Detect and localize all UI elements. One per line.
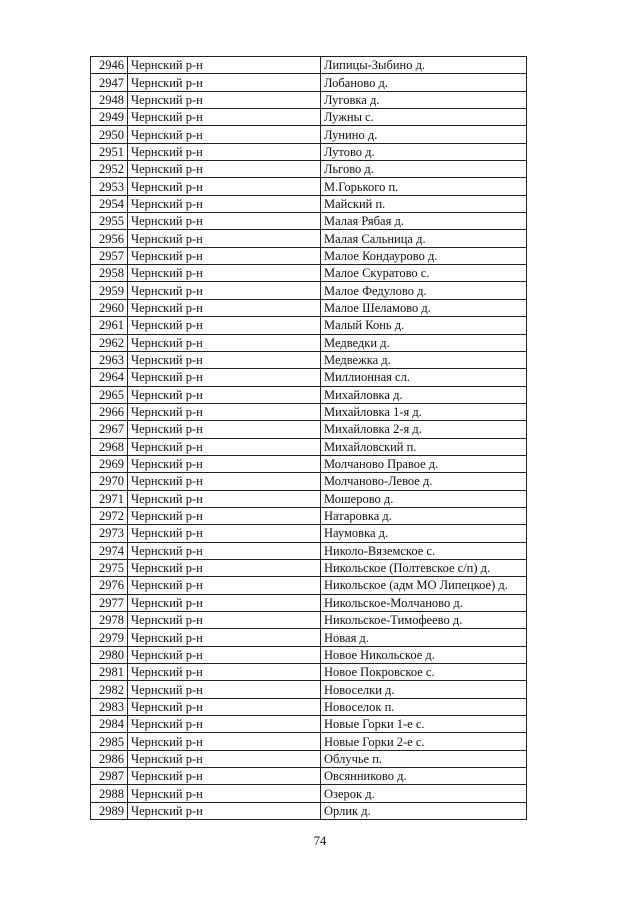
- district-cell: Чернский р-н: [128, 195, 321, 212]
- settlement-cell: Луговка д.: [321, 91, 527, 108]
- settlement-cell: Лужны с.: [321, 109, 527, 126]
- table-row: [91, 594, 527, 611]
- table-row: [91, 698, 527, 715]
- row-number-cell: 2955: [91, 213, 128, 230]
- settlement-cell: Лутово д.: [321, 143, 527, 160]
- district-cell: Чернский р-н: [128, 265, 321, 282]
- settlement-cell: Михайловка 2-я д.: [321, 421, 527, 438]
- row-number-cell: 2946: [91, 57, 128, 74]
- district-cell: Чернский р-н: [128, 334, 321, 351]
- settlement-cell: Орлик д.: [321, 802, 527, 819]
- table-row: [91, 629, 527, 646]
- table-row: [91, 57, 527, 74]
- table-row: [91, 161, 527, 178]
- row-number-cell: 2961: [91, 317, 128, 334]
- row-number-cell: 2960: [91, 299, 128, 316]
- row-number-cell: 2956: [91, 230, 128, 247]
- settlement-cell: М.Горького п.: [321, 178, 527, 195]
- table-row: [91, 716, 527, 733]
- district-cell: Чернский р-н: [128, 542, 321, 559]
- settlement-cell: Мошерово д.: [321, 490, 527, 507]
- district-cell: Чернский р-н: [128, 74, 321, 91]
- district-cell: Чернский р-н: [128, 421, 321, 438]
- district-cell: Чернский р-н: [128, 247, 321, 264]
- row-number-cell: 2982: [91, 681, 128, 698]
- row-number-cell: 2981: [91, 664, 128, 681]
- table-row: [91, 473, 527, 490]
- district-cell: Чернский р-н: [128, 178, 321, 195]
- settlement-cell: Лобаново д.: [321, 74, 527, 91]
- table-row: [91, 768, 527, 785]
- row-number-cell: 2977: [91, 594, 128, 611]
- district-cell: Чернский р-н: [128, 490, 321, 507]
- settlement-cell: Натаровка д.: [321, 507, 527, 524]
- row-number-cell: 2983: [91, 698, 128, 715]
- row-number-cell: 2970: [91, 473, 128, 490]
- district-cell: Чернский р-н: [128, 629, 321, 646]
- row-number-cell: 2988: [91, 785, 128, 802]
- settlement-cell: Новоселки д.: [321, 681, 527, 698]
- table-row: [91, 351, 527, 368]
- settlement-cell: Миллионная сл.: [321, 369, 527, 386]
- table-row: [91, 317, 527, 334]
- settlement-cell: Новоселок п.: [321, 698, 527, 715]
- settlement-cell: Никольское-Тимофеево д.: [321, 612, 527, 629]
- table-row: [91, 109, 527, 126]
- district-cell: Чернский р-н: [128, 386, 321, 403]
- row-number-cell: 2964: [91, 369, 128, 386]
- district-cell: Чернский р-н: [128, 507, 321, 524]
- district-cell: Чернский р-н: [128, 438, 321, 455]
- table-row: [91, 265, 527, 282]
- settlements-table: [90, 56, 527, 820]
- settlement-cell: Малое Шеламово д.: [321, 299, 527, 316]
- district-cell: Чернский р-н: [128, 213, 321, 230]
- settlement-cell: Облучье п.: [321, 750, 527, 767]
- district-cell: Чернский р-н: [128, 126, 321, 143]
- district-cell: Чернский р-н: [128, 299, 321, 316]
- settlement-cell: Никольское (Полтевское с/п) д.: [321, 559, 527, 576]
- district-cell: Чернский р-н: [128, 473, 321, 490]
- settlement-cell: Николо-Вяземское с.: [321, 542, 527, 559]
- row-number-cell: 2952: [91, 161, 128, 178]
- settlement-cell: Малый Конь д.: [321, 317, 527, 334]
- district-cell: Чернский р-н: [128, 282, 321, 299]
- row-number-cell: 2947: [91, 74, 128, 91]
- page-number: 74: [313, 834, 327, 848]
- district-cell: Чернский р-н: [128, 664, 321, 681]
- table-row: [91, 247, 527, 264]
- table-row: [91, 646, 527, 663]
- row-number-cell: 2974: [91, 542, 128, 559]
- table-row: [91, 681, 527, 698]
- table-row: [91, 664, 527, 681]
- settlement-cell: Никольское (адм МО Липецкое) д.: [321, 577, 527, 594]
- settlement-cell: Малое Федулово д.: [321, 282, 527, 299]
- district-cell: Чернский р-н: [128, 351, 321, 368]
- settlement-cell: Майский п.: [321, 195, 527, 212]
- district-cell: Чернский р-н: [128, 161, 321, 178]
- district-cell: Чернский р-н: [128, 317, 321, 334]
- row-number-cell: 2971: [91, 490, 128, 507]
- district-cell: Чернский р-н: [128, 750, 321, 767]
- row-number-cell: 2966: [91, 403, 128, 420]
- settlement-cell: Новая д.: [321, 629, 527, 646]
- settlement-cell: Лунино д.: [321, 126, 527, 143]
- settlement-cell: Липицы-Зыбино д.: [321, 57, 527, 74]
- row-number-cell: 2987: [91, 768, 128, 785]
- district-cell: Чернский р-н: [128, 559, 321, 576]
- settlement-cell: Наумовка д.: [321, 525, 527, 542]
- table-row: [91, 542, 527, 559]
- district-cell: Чернский р-н: [128, 525, 321, 542]
- row-number-cell: 2963: [91, 351, 128, 368]
- table-row: [91, 750, 527, 767]
- table-row: [91, 126, 527, 143]
- settlement-cell: Новое Покровское с.: [321, 664, 527, 681]
- district-cell: Чернский р-н: [128, 698, 321, 715]
- settlements-table-body: [91, 57, 527, 820]
- district-cell: Чернский р-н: [128, 403, 321, 420]
- table-row: [91, 559, 527, 576]
- settlement-cell: Льгово д.: [321, 161, 527, 178]
- row-number-cell: 2954: [91, 195, 128, 212]
- settlement-cell: Новое Никольское д.: [321, 646, 527, 663]
- settlement-cell: Новые Горки 1-е с.: [321, 716, 527, 733]
- table-row: [91, 386, 527, 403]
- row-number-cell: 2949: [91, 109, 128, 126]
- district-cell: Чернский р-н: [128, 91, 321, 108]
- row-number-cell: 2968: [91, 438, 128, 455]
- table-row: [91, 403, 527, 420]
- table-row: [91, 230, 527, 247]
- settlement-cell: Молчаново-Левое д.: [321, 473, 527, 490]
- district-cell: Чернский р-н: [128, 455, 321, 472]
- row-number-cell: 2980: [91, 646, 128, 663]
- row-number-cell: 2973: [91, 525, 128, 542]
- district-cell: Чернский р-н: [128, 369, 321, 386]
- settlement-cell: Овсянниково д.: [321, 768, 527, 785]
- table-row: [91, 91, 527, 108]
- table-row: [91, 74, 527, 91]
- row-number-cell: 2969: [91, 455, 128, 472]
- row-number-cell: 2984: [91, 716, 128, 733]
- row-number-cell: 2972: [91, 507, 128, 524]
- settlement-cell: Озерок д.: [321, 785, 527, 802]
- table-row: [91, 507, 527, 524]
- row-number-cell: 2989: [91, 802, 128, 819]
- table-row: [91, 455, 527, 472]
- row-number-cell: 2950: [91, 126, 128, 143]
- row-number-cell: 2965: [91, 386, 128, 403]
- row-number-cell: 2975: [91, 559, 128, 576]
- district-cell: Чернский р-н: [128, 57, 321, 74]
- table-row: [91, 490, 527, 507]
- district-cell: Чернский р-н: [128, 716, 321, 733]
- table-row: [91, 438, 527, 455]
- table-row: [91, 733, 527, 750]
- district-cell: Чернский р-н: [128, 646, 321, 663]
- row-number-cell: 2985: [91, 733, 128, 750]
- district-cell: Чернский р-н: [128, 612, 321, 629]
- district-cell: Чернский р-н: [128, 230, 321, 247]
- table-row: [91, 369, 527, 386]
- table-row: [91, 282, 527, 299]
- settlement-cell: Медвежка д.: [321, 351, 527, 368]
- row-number-cell: 2978: [91, 612, 128, 629]
- district-cell: Чернский р-н: [128, 594, 321, 611]
- settlement-cell: Малое Кондаурово д.: [321, 247, 527, 264]
- table-row: [91, 525, 527, 542]
- row-number-cell: 2948: [91, 91, 128, 108]
- district-cell: Чернский р-н: [128, 109, 321, 126]
- row-number-cell: 2979: [91, 629, 128, 646]
- row-number-cell: 2957: [91, 247, 128, 264]
- row-number-cell: 2953: [91, 178, 128, 195]
- settlement-cell: Малая Сальница д.: [321, 230, 527, 247]
- table-row: [91, 143, 527, 160]
- district-cell: Чернский р-н: [128, 768, 321, 785]
- settlement-cell: Никольское-Молчаново д.: [321, 594, 527, 611]
- district-cell: Чернский р-н: [128, 577, 321, 594]
- row-number-cell: 2959: [91, 282, 128, 299]
- table-row: [91, 195, 527, 212]
- settlement-cell: Медведки д.: [321, 334, 527, 351]
- table-row: [91, 334, 527, 351]
- row-number-cell: 2958: [91, 265, 128, 282]
- settlement-cell: Малая Рябая д.: [321, 213, 527, 230]
- settlement-cell: Михайловка д.: [321, 386, 527, 403]
- district-cell: Чернский р-н: [128, 785, 321, 802]
- row-number-cell: 2962: [91, 334, 128, 351]
- settlement-cell: Михайловка 1-я д.: [321, 403, 527, 420]
- district-cell: Чернский р-н: [128, 802, 321, 819]
- table-row: [91, 178, 527, 195]
- settlement-cell: Новые Горки 2-е с.: [321, 733, 527, 750]
- district-cell: Чернский р-н: [128, 681, 321, 698]
- settlement-cell: Михайловский п.: [321, 438, 527, 455]
- table-row: [91, 421, 527, 438]
- settlement-cell: Молчаново Правое д.: [321, 455, 527, 472]
- settlement-cell: Малое Скуратово с.: [321, 265, 527, 282]
- table-row: [91, 213, 527, 230]
- district-cell: Чернский р-н: [128, 143, 321, 160]
- table-row: [91, 299, 527, 316]
- row-number-cell: 2976: [91, 577, 128, 594]
- table-row: [91, 785, 527, 802]
- district-cell: Чернский р-н: [128, 733, 321, 750]
- table-row: [91, 612, 527, 629]
- row-number-cell: 2967: [91, 421, 128, 438]
- table-row: [91, 577, 527, 594]
- table-row: [91, 802, 527, 819]
- row-number-cell: 2951: [91, 143, 128, 160]
- row-number-cell: 2986: [91, 750, 128, 767]
